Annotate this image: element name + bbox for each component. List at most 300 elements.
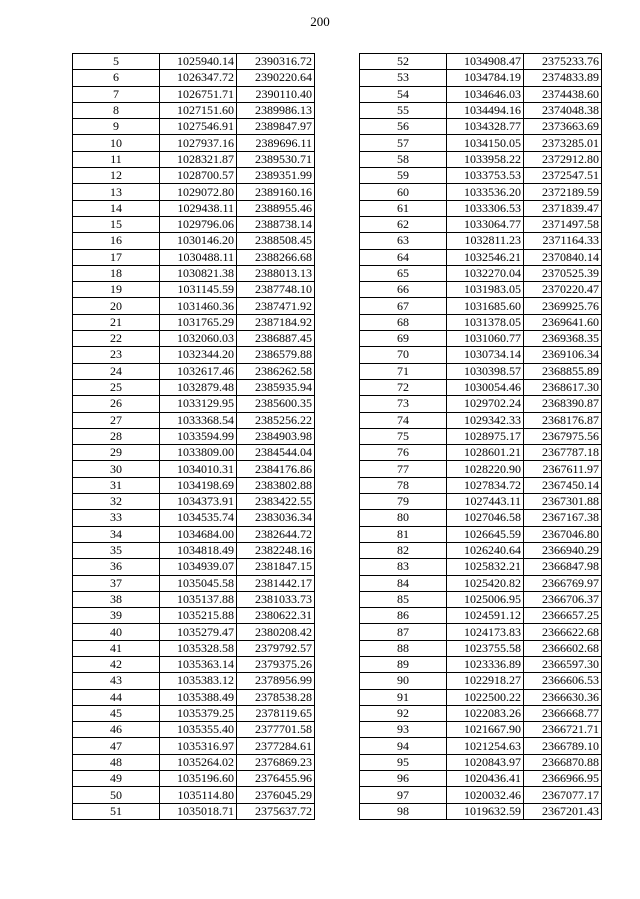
table-row	[360, 282, 602, 298]
x-coordinate-cell: 1025832.21	[447, 559, 524, 575]
table-row	[360, 233, 602, 249]
point-number-cell: 58	[360, 151, 447, 167]
x-coordinate-cell: 1035137.88	[160, 591, 237, 607]
x-coordinate-cell: 1024173.83	[447, 624, 524, 640]
point-number-cell: 18	[73, 265, 160, 281]
point-number-cell: 48	[73, 754, 160, 770]
point-number-cell: 33	[73, 510, 160, 526]
table-row	[73, 559, 315, 575]
point-number-cell: 19	[73, 282, 160, 298]
x-coordinate-cell: 1034198.69	[160, 477, 237, 493]
table-row	[73, 771, 315, 787]
x-coordinate-cell: 1026240.64	[447, 542, 524, 558]
point-number-cell: 26	[73, 396, 160, 412]
x-coordinate-cell: 1035215.88	[160, 608, 237, 624]
y-coordinate-cell: 2366622.68	[524, 624, 602, 640]
point-number-cell: 9	[73, 119, 160, 135]
table-row	[73, 200, 315, 216]
x-coordinate-cell: 1032617.46	[160, 363, 237, 379]
point-number-cell: 47	[73, 738, 160, 754]
table-row	[360, 168, 602, 184]
y-coordinate-cell: 2367611.97	[524, 461, 602, 477]
point-number-cell: 43	[73, 673, 160, 689]
table-row	[73, 86, 315, 102]
y-coordinate-cell: 2366870.88	[524, 754, 602, 770]
point-number-cell: 56	[360, 119, 447, 135]
y-coordinate-cell: 2389530.71	[237, 151, 315, 167]
y-coordinate-cell: 2378119.65	[237, 705, 315, 721]
x-coordinate-cell: 1026751.71	[160, 86, 237, 102]
table-row	[360, 591, 602, 607]
point-number-cell: 53	[360, 70, 447, 86]
x-coordinate-cell: 1030398.57	[447, 363, 524, 379]
y-coordinate-cell: 2387748.10	[237, 282, 315, 298]
x-coordinate-cell: 1033306.53	[447, 200, 524, 216]
table-row	[360, 396, 602, 412]
point-number-cell: 21	[73, 314, 160, 330]
point-number-cell: 46	[73, 722, 160, 738]
y-coordinate-cell: 2368855.89	[524, 363, 602, 379]
point-number-cell: 75	[360, 428, 447, 444]
y-coordinate-cell: 2367167.38	[524, 510, 602, 526]
x-coordinate-cell: 1032270.04	[447, 265, 524, 281]
table-row	[360, 673, 602, 689]
x-coordinate-cell: 1035045.58	[160, 575, 237, 591]
point-number-cell: 14	[73, 200, 160, 216]
x-coordinate-cell: 1033536.20	[447, 184, 524, 200]
table-row	[360, 526, 602, 542]
table-row	[73, 591, 315, 607]
table-row	[73, 412, 315, 428]
table-row	[73, 754, 315, 770]
y-coordinate-cell: 2379375.26	[237, 656, 315, 672]
table-row	[73, 282, 315, 298]
y-coordinate-cell: 2389986.13	[237, 102, 315, 118]
point-number-cell: 7	[73, 86, 160, 102]
point-number-cell: 76	[360, 445, 447, 461]
x-coordinate-cell: 1025006.95	[447, 591, 524, 607]
x-coordinate-cell: 1035388.49	[160, 689, 237, 705]
x-coordinate-cell: 1034150.05	[447, 135, 524, 151]
table-row	[73, 787, 315, 803]
x-coordinate-cell: 1034646.03	[447, 86, 524, 102]
x-coordinate-cell: 1034010.31	[160, 461, 237, 477]
point-number-cell: 72	[360, 379, 447, 395]
x-coordinate-cell: 1024591.12	[447, 608, 524, 624]
table-row	[73, 54, 315, 70]
y-coordinate-cell: 2366721.71	[524, 722, 602, 738]
y-coordinate-cell: 2369641.60	[524, 314, 602, 330]
y-coordinate-cell: 2387471.92	[237, 298, 315, 314]
point-number-cell: 77	[360, 461, 447, 477]
table-row	[360, 705, 602, 721]
y-coordinate-cell: 2373663.69	[524, 119, 602, 135]
x-coordinate-cell: 1028321.87	[160, 151, 237, 167]
point-number-cell: 29	[73, 445, 160, 461]
point-number-cell: 57	[360, 135, 447, 151]
point-number-cell: 98	[360, 803, 447, 819]
x-coordinate-cell: 1034494.16	[447, 102, 524, 118]
point-number-cell: 61	[360, 200, 447, 216]
point-number-cell: 93	[360, 722, 447, 738]
table-row	[73, 379, 315, 395]
y-coordinate-cell: 2378538.28	[237, 689, 315, 705]
table-row	[360, 656, 602, 672]
point-number-cell: 95	[360, 754, 447, 770]
y-coordinate-cell: 2366597.30	[524, 656, 602, 672]
point-number-cell: 40	[73, 624, 160, 640]
table-row	[73, 673, 315, 689]
y-coordinate-cell: 2367975.56	[524, 428, 602, 444]
y-coordinate-cell: 2370840.14	[524, 249, 602, 265]
point-number-cell: 42	[73, 656, 160, 672]
table-row	[360, 135, 602, 151]
x-coordinate-cell: 1023755.58	[447, 640, 524, 656]
y-coordinate-cell: 2366966.95	[524, 771, 602, 787]
table-row	[73, 151, 315, 167]
x-coordinate-cell: 1022500.22	[447, 689, 524, 705]
table-row	[73, 428, 315, 444]
point-number-cell: 90	[360, 673, 447, 689]
y-coordinate-cell: 2377284.61	[237, 738, 315, 754]
y-coordinate-cell: 2366847.98	[524, 559, 602, 575]
x-coordinate-cell: 1022083.26	[447, 705, 524, 721]
x-coordinate-cell: 1035355.40	[160, 722, 237, 738]
x-coordinate-cell: 1033753.53	[447, 168, 524, 184]
point-number-cell: 85	[360, 591, 447, 607]
x-coordinate-cell: 1030821.38	[160, 265, 237, 281]
x-coordinate-cell: 1025420.82	[447, 575, 524, 591]
y-coordinate-cell: 2385600.35	[237, 396, 315, 412]
point-number-cell: 25	[73, 379, 160, 395]
x-coordinate-cell: 1031983.05	[447, 282, 524, 298]
table-row	[360, 624, 602, 640]
table-row	[73, 233, 315, 249]
y-coordinate-cell: 2388013.13	[237, 265, 315, 281]
x-coordinate-cell: 1027151.60	[160, 102, 237, 118]
y-coordinate-cell: 2382248.16	[237, 542, 315, 558]
point-number-cell: 68	[360, 314, 447, 330]
point-number-cell: 71	[360, 363, 447, 379]
table-row	[360, 494, 602, 510]
y-coordinate-cell: 2388508.45	[237, 233, 315, 249]
y-coordinate-cell: 2386579.88	[237, 347, 315, 363]
x-coordinate-cell: 1029796.06	[160, 216, 237, 232]
y-coordinate-cell: 2372547.51	[524, 168, 602, 184]
point-number-cell: 84	[360, 575, 447, 591]
table-row	[73, 314, 315, 330]
x-coordinate-cell: 1034908.47	[447, 54, 524, 70]
point-number-cell: 32	[73, 494, 160, 510]
table-row	[360, 265, 602, 281]
point-number-cell: 62	[360, 216, 447, 232]
y-coordinate-cell: 2368176.87	[524, 412, 602, 428]
x-coordinate-cell: 1033064.77	[447, 216, 524, 232]
point-number-cell: 83	[360, 559, 447, 575]
table-row	[73, 640, 315, 656]
table-row	[360, 542, 602, 558]
table-row	[360, 54, 602, 70]
x-coordinate-cell: 1028700.57	[160, 168, 237, 184]
table-row	[360, 477, 602, 493]
point-number-cell: 66	[360, 282, 447, 298]
table-row	[360, 298, 602, 314]
x-coordinate-cell: 1031378.05	[447, 314, 524, 330]
table-row	[360, 151, 602, 167]
point-number-cell: 91	[360, 689, 447, 705]
x-coordinate-cell: 1026645.59	[447, 526, 524, 542]
y-coordinate-cell: 2372912.80	[524, 151, 602, 167]
point-number-cell: 11	[73, 151, 160, 167]
x-coordinate-cell: 1034373.91	[160, 494, 237, 510]
x-coordinate-cell: 1034684.00	[160, 526, 237, 542]
x-coordinate-cell: 1023336.89	[447, 656, 524, 672]
point-number-cell: 34	[73, 526, 160, 542]
table-row	[73, 119, 315, 135]
x-coordinate-cell: 1030488.11	[160, 249, 237, 265]
point-number-cell: 69	[360, 331, 447, 347]
x-coordinate-cell: 1033809.00	[160, 445, 237, 461]
point-number-cell: 12	[73, 168, 160, 184]
point-number-cell: 44	[73, 689, 160, 705]
table-row	[73, 624, 315, 640]
x-coordinate-cell: 1020843.97	[447, 754, 524, 770]
table-row	[360, 428, 602, 444]
y-coordinate-cell: 2386262.58	[237, 363, 315, 379]
y-coordinate-cell: 2367077.17	[524, 787, 602, 803]
table-row	[73, 689, 315, 705]
y-coordinate-cell: 2370220.47	[524, 282, 602, 298]
y-coordinate-cell: 2389696.11	[237, 135, 315, 151]
point-number-cell: 45	[73, 705, 160, 721]
point-number-cell: 31	[73, 477, 160, 493]
point-number-cell: 30	[73, 461, 160, 477]
point-number-cell: 27	[73, 412, 160, 428]
point-number-cell: 78	[360, 477, 447, 493]
point-number-cell: 60	[360, 184, 447, 200]
table-row	[73, 656, 315, 672]
y-coordinate-cell: 2387184.92	[237, 314, 315, 330]
table-row	[360, 559, 602, 575]
point-number-cell: 10	[73, 135, 160, 151]
y-coordinate-cell: 2384903.98	[237, 428, 315, 444]
table-row	[360, 640, 602, 656]
point-number-cell: 54	[360, 86, 447, 102]
x-coordinate-cell: 1027046.58	[447, 510, 524, 526]
y-coordinate-cell: 2366940.29	[524, 542, 602, 558]
table-row	[73, 363, 315, 379]
x-coordinate-cell: 1031460.36	[160, 298, 237, 314]
y-coordinate-cell: 2366602.68	[524, 640, 602, 656]
y-coordinate-cell: 2375637.72	[237, 803, 315, 819]
table-row	[73, 705, 315, 721]
y-coordinate-cell: 2371497.58	[524, 216, 602, 232]
x-coordinate-cell: 1029072.80	[160, 184, 237, 200]
y-coordinate-cell: 2381033.73	[237, 591, 315, 607]
table-row	[73, 575, 315, 591]
y-coordinate-cell: 2378956.99	[237, 673, 315, 689]
point-number-cell: 86	[360, 608, 447, 624]
table-row	[360, 200, 602, 216]
table-row	[360, 249, 602, 265]
y-coordinate-cell: 2382644.72	[237, 526, 315, 542]
point-number-cell: 20	[73, 298, 160, 314]
point-number-cell: 23	[73, 347, 160, 363]
y-coordinate-cell: 2384176.86	[237, 461, 315, 477]
point-number-cell: 64	[360, 249, 447, 265]
table-row	[360, 412, 602, 428]
y-coordinate-cell: 2366769.97	[524, 575, 602, 591]
y-coordinate-cell: 2383422.55	[237, 494, 315, 510]
point-number-cell: 81	[360, 526, 447, 542]
table-row	[360, 379, 602, 395]
point-number-cell: 87	[360, 624, 447, 640]
point-number-cell: 97	[360, 787, 447, 803]
y-coordinate-cell: 2374833.89	[524, 70, 602, 86]
point-number-cell: 67	[360, 298, 447, 314]
x-coordinate-cell: 1035379.25	[160, 705, 237, 721]
table-row	[360, 363, 602, 379]
y-coordinate-cell: 2385256.22	[237, 412, 315, 428]
y-coordinate-cell: 2371839.47	[524, 200, 602, 216]
x-coordinate-cell: 1027443.11	[447, 494, 524, 510]
table-row	[73, 396, 315, 412]
y-coordinate-cell: 2375233.76	[524, 54, 602, 70]
y-coordinate-cell: 2366668.77	[524, 705, 602, 721]
point-number-cell: 55	[360, 102, 447, 118]
x-coordinate-cell: 1035279.47	[160, 624, 237, 640]
table-row	[73, 526, 315, 542]
y-coordinate-cell: 2390110.40	[237, 86, 315, 102]
y-coordinate-cell: 2383802.88	[237, 477, 315, 493]
x-coordinate-cell: 1021667.90	[447, 722, 524, 738]
point-number-cell: 24	[73, 363, 160, 379]
y-coordinate-cell: 2383036.34	[237, 510, 315, 526]
y-coordinate-cell: 2390220.64	[237, 70, 315, 86]
y-coordinate-cell: 2367301.88	[524, 494, 602, 510]
table-row	[360, 184, 602, 200]
y-coordinate-cell: 2376455.96	[237, 771, 315, 787]
coordinates-table-left	[72, 53, 315, 820]
x-coordinate-cell: 1033594.99	[160, 428, 237, 444]
point-number-cell: 96	[360, 771, 447, 787]
table-row	[73, 477, 315, 493]
y-coordinate-cell: 2381847.15	[237, 559, 315, 575]
y-coordinate-cell: 2370525.39	[524, 265, 602, 281]
table-row	[360, 216, 602, 232]
table-row	[360, 86, 602, 102]
x-coordinate-cell: 1030734.14	[447, 347, 524, 363]
point-number-cell: 8	[73, 102, 160, 118]
table-row	[73, 102, 315, 118]
y-coordinate-cell: 2389847.97	[237, 119, 315, 135]
y-coordinate-cell: 2379792.57	[237, 640, 315, 656]
table-row	[360, 803, 602, 819]
point-number-cell: 80	[360, 510, 447, 526]
y-coordinate-cell: 2385935.94	[237, 379, 315, 395]
y-coordinate-cell: 2366657.25	[524, 608, 602, 624]
point-number-cell: 74	[360, 412, 447, 428]
x-coordinate-cell: 1032811.23	[447, 233, 524, 249]
table-row	[360, 689, 602, 705]
coordinates-table-right	[359, 53, 602, 820]
point-number-cell: 79	[360, 494, 447, 510]
table-row	[360, 461, 602, 477]
table-row	[360, 102, 602, 118]
x-coordinate-cell: 1035264.02	[160, 754, 237, 770]
x-coordinate-cell: 1035328.58	[160, 640, 237, 656]
point-number-cell: 82	[360, 542, 447, 558]
y-coordinate-cell: 2380208.42	[237, 624, 315, 640]
table-row	[360, 575, 602, 591]
table-row	[73, 803, 315, 819]
table-row	[360, 787, 602, 803]
table-row	[360, 738, 602, 754]
x-coordinate-cell: 1029702.24	[447, 396, 524, 412]
point-number-cell: 88	[360, 640, 447, 656]
x-coordinate-cell: 1033368.54	[160, 412, 237, 428]
x-coordinate-cell: 1035363.14	[160, 656, 237, 672]
table-row	[73, 184, 315, 200]
table-row	[73, 510, 315, 526]
table-row	[73, 216, 315, 232]
x-coordinate-cell: 1032879.48	[160, 379, 237, 395]
y-coordinate-cell: 2381442.17	[237, 575, 315, 591]
y-coordinate-cell: 2374438.60	[524, 86, 602, 102]
x-coordinate-cell: 1034535.74	[160, 510, 237, 526]
point-number-cell: 70	[360, 347, 447, 363]
table-row	[360, 331, 602, 347]
x-coordinate-cell: 1034818.49	[160, 542, 237, 558]
table-row	[73, 331, 315, 347]
point-number-cell: 65	[360, 265, 447, 281]
point-number-cell: 38	[73, 591, 160, 607]
y-coordinate-cell: 2386887.45	[237, 331, 315, 347]
table-row	[360, 771, 602, 787]
y-coordinate-cell: 2366606.53	[524, 673, 602, 689]
y-coordinate-cell: 2371164.33	[524, 233, 602, 249]
y-coordinate-cell: 2376869.23	[237, 754, 315, 770]
x-coordinate-cell: 1032344.20	[160, 347, 237, 363]
table-row	[73, 445, 315, 461]
page-number: 200	[310, 14, 330, 29]
x-coordinate-cell: 1033129.95	[160, 396, 237, 412]
point-number-cell: 63	[360, 233, 447, 249]
table-row	[73, 168, 315, 184]
x-coordinate-cell: 1032546.21	[447, 249, 524, 265]
x-coordinate-cell: 1034939.07	[160, 559, 237, 575]
point-number-cell: 5	[73, 54, 160, 70]
point-number-cell: 15	[73, 216, 160, 232]
y-coordinate-cell: 2369368.35	[524, 331, 602, 347]
point-number-cell: 73	[360, 396, 447, 412]
table-row	[360, 347, 602, 363]
x-coordinate-cell: 1021254.63	[447, 738, 524, 754]
x-coordinate-cell: 1035114.80	[160, 787, 237, 803]
table-row	[73, 265, 315, 281]
table-row	[73, 738, 315, 754]
y-coordinate-cell: 2388738.14	[237, 216, 315, 232]
table-row	[360, 722, 602, 738]
x-coordinate-cell: 1020436.41	[447, 771, 524, 787]
point-number-cell: 17	[73, 249, 160, 265]
point-number-cell: 49	[73, 771, 160, 787]
x-coordinate-cell: 1030146.20	[160, 233, 237, 249]
x-coordinate-cell: 1020032.46	[447, 787, 524, 803]
point-number-cell: 37	[73, 575, 160, 591]
y-coordinate-cell: 2368390.87	[524, 396, 602, 412]
point-number-cell: 52	[360, 54, 447, 70]
